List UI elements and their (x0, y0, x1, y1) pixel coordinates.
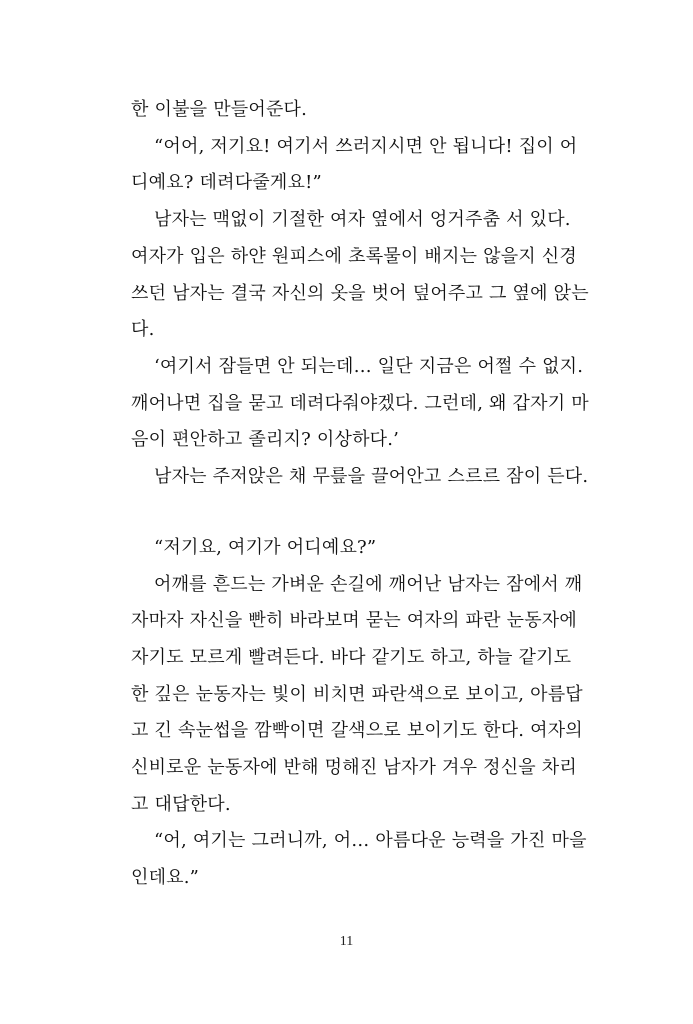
text-line: “어어, 저기요! 여기서 쓰러지시면 안 됩니다! 집이 어 (154, 136, 578, 157)
text-line: 음이 편안하고 졸리지? 이상하다.’ (131, 429, 400, 450)
text-line: 신비로운 눈동자에 반해 멍해진 남자가 겨우 정신을 차리 (131, 757, 577, 778)
text-line: 한 깊은 눈동자는 빛이 비치면 파란색으로 보이고, 아름답 (131, 684, 583, 705)
text-line: 남자는 맥없이 기절한 여자 옆에서 엉거주춤 서 있다. (154, 209, 571, 230)
text-line: 쓰던 남자는 결국 자신의 옷을 벗어 덮어주고 그 옆에 앉는 (131, 283, 589, 304)
text-line: “저기요, 여기가 어디예요?” (154, 537, 377, 558)
text-line: 자기도 모르게 빨려든다. 바다 같기도 하고, 하늘 같기도 (131, 647, 572, 668)
text-line: “어, 여기는 그러니까, 어… 아름다운 능력을 가진 마을 (154, 830, 587, 851)
text-line: ‘여기서 잠들면 안 되는데… 일단 지금은 어쩔 수 없지. (154, 356, 584, 377)
text-line: 디예요? 데려다줄게요!” (131, 172, 322, 193)
text-line: 남자는 주저앉은 채 무릎을 끌어안고 스르르 잠이 든다. (154, 466, 589, 487)
text-line: 자마자 자신을 빤히 바라보며 묻는 여자의 파란 눈동자에 (131, 610, 577, 631)
page-number: 11 (339, 934, 354, 949)
text-line: 고 긴 속눈썹을 깜빡이면 갈색으로 보이기도 한다. 여자의 (131, 720, 583, 741)
text-line: 다. (131, 319, 155, 340)
text-line: 깨어나면 집을 묻고 데려다줘야겠다. 그런데, 왜 갑자기 마 (131, 393, 589, 414)
text-line: 여자가 입은 하얀 원피스에 초록물이 배지는 않을지 신경 (131, 246, 577, 267)
text-line: 고 대답한다. (131, 794, 231, 815)
text-line: 어깨를 흔드는 가벼운 손길에 깨어난 남자는 잠에서 깨 (154, 574, 583, 595)
text-line: 인데요.” (131, 867, 200, 888)
text-line: 한 이불을 만들어준다. (131, 99, 308, 120)
